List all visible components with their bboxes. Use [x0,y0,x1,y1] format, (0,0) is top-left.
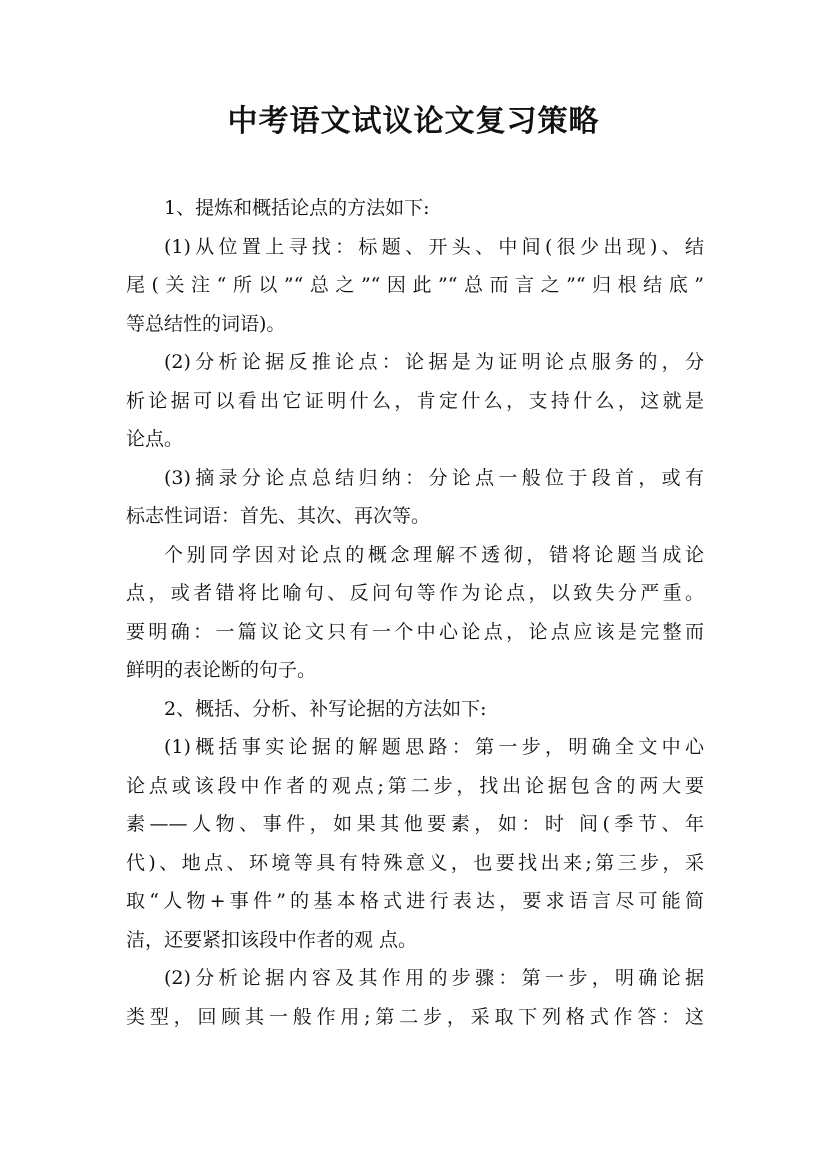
text-line: 素——人物、事件，如果其他要素，如：时 间(季节、年 [126,813,704,835]
text-line: (1)从位置上寻找：标题、开头、中间(很少出现)、结 [164,235,704,258]
text-line: 代)、地点、环境等具有特殊意义，也要找出来;第三步，采 [126,851,704,874]
text-line: 洁，还要紧扣该段中作者的观 点。 [126,928,418,951]
text-line: 尾(关注“所以”“总之”“因此”“总而言之”“归根结底” [126,274,704,296]
text-line: 点，或者错将比喻句、反问句等作为论点，以致失分严重。 [126,582,704,604]
text-line: (3)摘录分论点总结归纳：分论点一般位于段首，或有 [164,466,704,489]
document-title: 中考语文试议论文复习策略 [227,104,600,139]
document-body [126,189,704,1036]
text-line: 取“人物+事件”的基本格式进行表达，要求语言尽可能简 [126,890,704,912]
text-line: 析论据可以看出它证明什么，肯定什么，支持什么，这就是 [126,389,704,412]
text-line: 类型，回顾其一般作用;第二步，采取下列格式作答：这 [126,1005,704,1028]
text-line: (2)分析论据反推论点：论据是为证明论点服务的，分 [164,351,704,373]
text-line: (2)分析论据内容及其作用的步骤：第一步，明确论据 [164,967,704,989]
text-line: 论点。 [126,428,184,450]
text-line: 要明确：一篇议论文只有一个中心论点，论点应该是完整而 [126,620,704,643]
text-line: 等总结性的词语)。 [126,312,286,335]
text-line: (1)概括事实论据的解题思路：第一步，明确全文中心 [164,736,704,758]
text-line: 论点或该段中作者的观点;第二步，找出论据包含的两大要 [126,774,704,797]
text-line: 2、概括、分析、补写论据的方法如下: [164,697,487,720]
text-line: 1、提炼和概括论点的方法如下: [164,197,430,219]
text-line: 鲜明的表论断的句子。 [126,659,317,681]
text-line: 标志性词语：首先、其次、再次等。 [126,505,431,527]
text-line: 个别同学因对论点的概念理解不透彻，错将论题当成论 [164,543,704,566]
